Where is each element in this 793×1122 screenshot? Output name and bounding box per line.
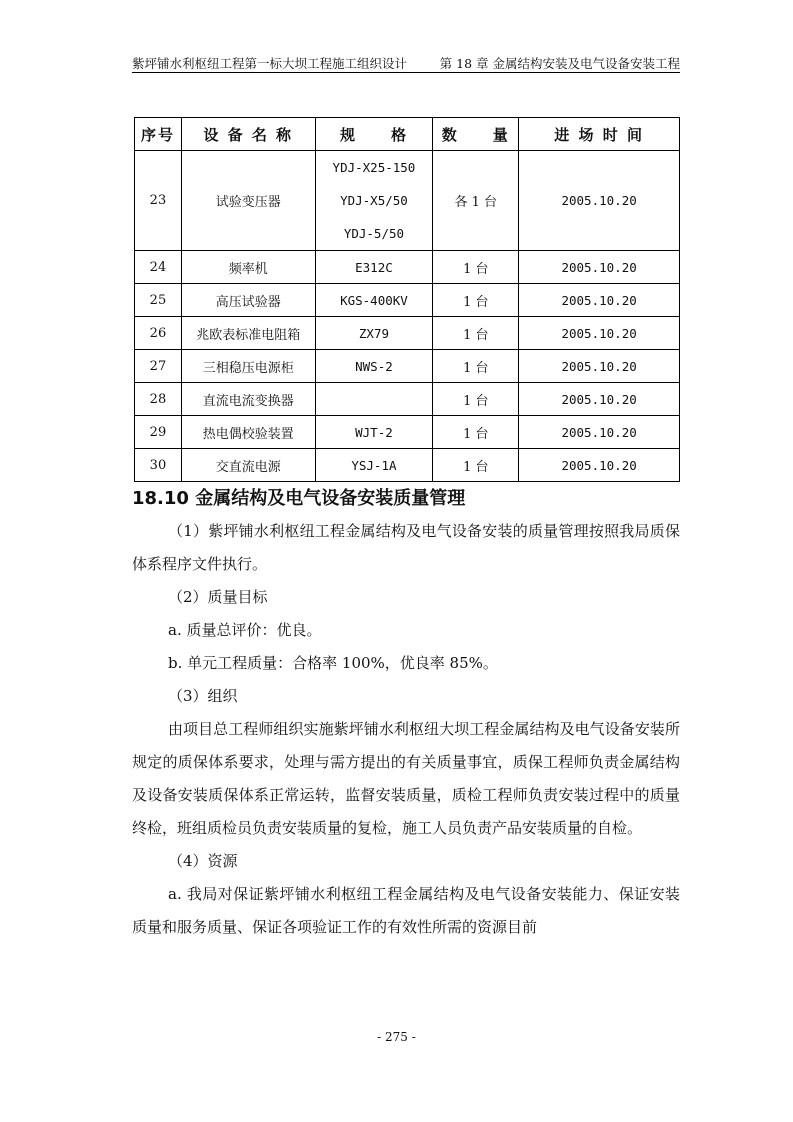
spec-line: YDJ-X25-150	[332, 160, 416, 175]
table-row	[135, 449, 680, 482]
paragraph: （3）组织	[168, 687, 238, 705]
cell-name: 三相稳压电源柜	[181, 350, 315, 383]
cell-spec: WJT-2	[315, 416, 433, 449]
header-rule	[132, 72, 680, 73]
cell-name: 频率机	[181, 251, 315, 284]
paragraph: a. 质量总评价：优良。	[168, 621, 322, 639]
cell-spec: KGS-400KV	[315, 284, 433, 317]
cell-no: 29	[135, 416, 182, 449]
cell-qty: 1 台	[433, 383, 519, 416]
cell-date: 2005.10.20	[519, 151, 680, 251]
paragraph: （2）质量目标	[168, 588, 268, 606]
cell-name: 高压试验器	[181, 284, 315, 317]
cell-qty: 1 台	[433, 284, 519, 317]
page-number: - 275 -	[377, 1030, 416, 1044]
cell-date: 2005.10.20	[519, 416, 680, 449]
cell-no: 30	[135, 449, 182, 482]
header-name: 设 备 名 称	[181, 118, 315, 151]
page-header	[132, 52, 680, 72]
cell-spec	[315, 151, 433, 251]
cell-date: 2005.10.20	[519, 284, 680, 317]
cell-no: 26	[135, 317, 182, 350]
cell-no: 25	[135, 284, 182, 317]
cell-qty: 1 台	[433, 317, 519, 350]
spec-line: YDJ-5/50	[343, 226, 405, 241]
table-header-row	[135, 118, 680, 151]
header-left-title: 紫坪铺水利枢纽工程第一标大坝工程施工组织设计	[132, 56, 408, 71]
header-qty: 数 量	[433, 118, 519, 151]
cell-spec: NWS-2	[315, 350, 433, 383]
paragraph: 由项目总工程师组织实施紫坪铺水利枢纽大坝工程金属结构及电气设备安装所规定的质保体系要求，处理与需方提出的有关质量事宜，质保工程师负责金属结构及设备安装质保体系正常运转，监督安装质量，质检工程师负责安装过程中的质量终检，班组质检员负责安装质量的复检，施工人员负责产品安装质量的自检。	[132, 720, 680, 837]
cell-date: 2005.10.20	[519, 383, 680, 416]
cell-no: 24	[135, 251, 182, 284]
cell-name: 热电偶校验装置	[181, 416, 315, 449]
cell-spec: YSJ-1A	[315, 449, 433, 482]
header-spec: 规 格	[315, 118, 433, 151]
section-body	[132, 515, 680, 944]
cell-spec: E312C	[315, 251, 433, 284]
paragraph: （1）紫坪铺水利枢纽工程金属结构及电气设备安装的质量管理按照我局质保体系程序文件执行。	[132, 522, 680, 573]
cell-qty: 1 台	[433, 449, 519, 482]
cell-no: 27	[135, 350, 182, 383]
cell-spec	[315, 383, 433, 416]
header-date: 进 场 时 间	[519, 118, 680, 151]
table-row	[135, 383, 680, 416]
cell-name: 兆欧表标准电阻箱	[181, 317, 315, 350]
table-row	[135, 317, 680, 350]
cell-date: 2005.10.20	[519, 449, 680, 482]
cell-name: 交直流电源	[181, 449, 315, 482]
section-title: 18.10 金属结构及电气设备安装质量管理	[132, 488, 466, 509]
spec-line: YDJ-X5/50	[340, 193, 408, 208]
paragraph: （4）资源	[168, 852, 238, 870]
table-row	[135, 251, 680, 284]
cell-no: 23	[135, 151, 182, 251]
cell-no: 28	[135, 383, 182, 416]
cell-qty: 1 台	[433, 416, 519, 449]
paragraph: a. 我局对保证紫坪铺水利枢纽工程金属结构及电气设备安装能力、保证安装质量和服务质量、保证各项验证工作的有效性所需的资源目前	[132, 885, 680, 936]
cell-date: 2005.10.20	[519, 350, 680, 383]
cell-date: 2005.10.20	[519, 251, 680, 284]
table-row	[135, 151, 680, 251]
equipment-table	[134, 117, 680, 482]
cell-qty: 1 台	[433, 251, 519, 284]
cell-date: 2005.10.20	[519, 317, 680, 350]
cell-qty: 各 1 台	[433, 151, 519, 251]
cell-spec: ZX79	[315, 317, 433, 350]
table-row	[135, 350, 680, 383]
cell-name: 直流电流变换器	[181, 383, 315, 416]
cell-qty: 1 台	[433, 350, 519, 383]
table-row	[135, 284, 680, 317]
cell-name: 试验变压器	[181, 151, 315, 251]
paragraph: b. 单元工程质量：合格率 100%，优良率 85%。	[168, 654, 498, 672]
table-row	[135, 416, 680, 449]
header-chapter-title: 第 18 章 金属结构安装及电气设备安装工程	[439, 56, 680, 71]
header-no: 序号	[135, 118, 182, 151]
